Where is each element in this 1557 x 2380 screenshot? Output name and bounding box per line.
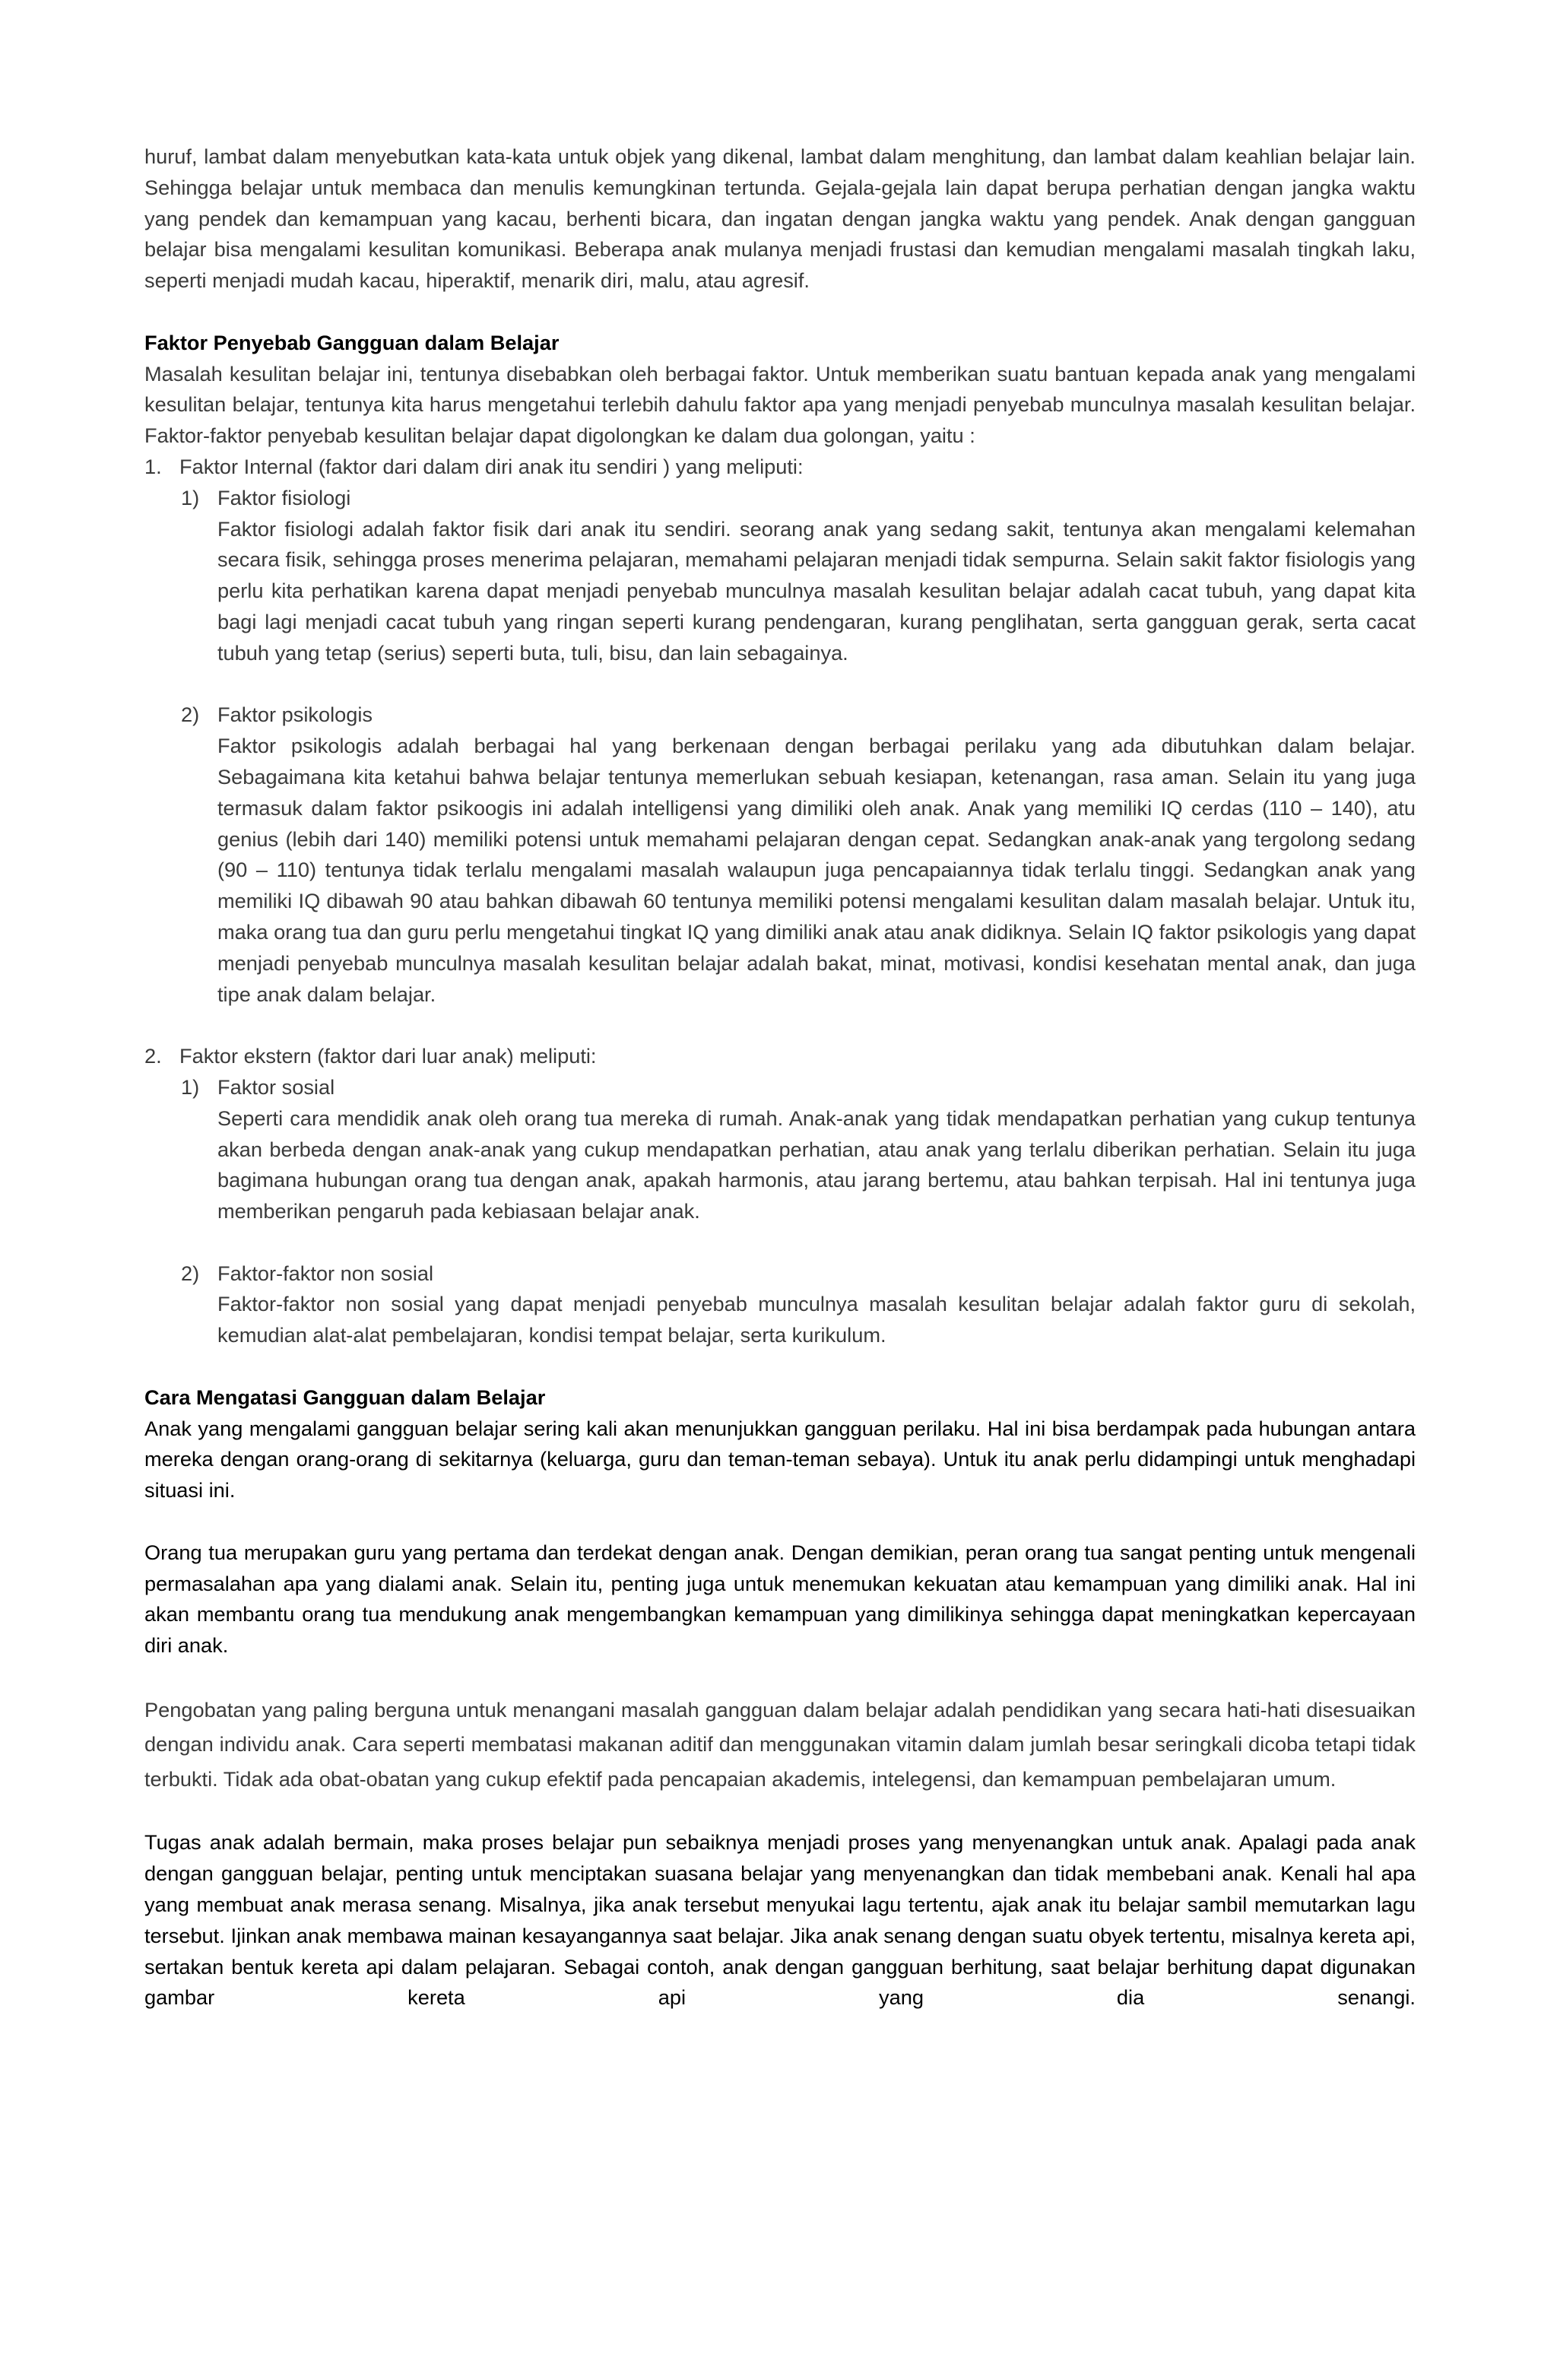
sublist-number: 2) — [181, 703, 200, 727]
section-heading-cara-mengatasi: Cara Mengatasi Gangguan dalam Belajar — [144, 1385, 546, 1409]
section-intro-paragraph: Masalah kesulitan belajar ini, tentunya disebabkan oleh berbagai faktor. Untuk memberikan suatu bantuan kepada anak yang mengalami kesulitan belajar, tentunya kita harus mengetahui terlebih dahulu faktor apa yang menjadi penyebab munculnya masalah kesulitan belajar. Faktor-faktor penyebab kesulitan belajar dapat digolongkan ke dalam dua golongan, yaitu : — [144, 361, 1416, 448]
sublist-label: Faktor-faktor non sosial — [217, 1261, 434, 1285]
sublist-item-non-sosial — [144, 1258, 1416, 1290]
intro-paragraph: huruf, lambat dalam menyebutkan kata-kata untuk objek yang dikenal, lambat dalam menghitung, dan lambat dalam keahlian belajar lain. Sehingga belajar untuk membaca dan menulis kemungkinan tertunda. Gejala-gejala lain dapat berupa perhatian dengan jangka waktu yang pendek dan kemampuan yang kacau, berhenti bicara, dan ingatan dengan jangka waktu yang pendek. Anak dengan gangguan belajar bisa mengalami kesulitan komunikasi. Beberapa anak mulanya menjadi frustasi dan kemudian mengalami masalah tingkah laku, seperti menjadi mudah kacau, hiperaktif, menarik diri, malu, atau agresif. — [144, 144, 1416, 293]
list-label: Faktor ekstern (faktor dari luar anak) meliputi: — [179, 1044, 597, 1068]
sublist-item-sosial — [144, 1072, 1416, 1103]
sublist-number: 1) — [181, 1074, 200, 1099]
list-item-ekstern — [144, 1041, 1416, 1072]
sublist-body-non-sosial: Faktor-faktor non sosial yang dapat menjadi penyebab munculnya masalah kesulitan belajar adalah faktor guru di sekolah, kemudian alat-alat pembelajaran, kondisi tempat belajar, serta kurikulum. — [217, 1292, 1416, 1347]
list-number: 1. — [144, 454, 162, 478]
paragraph-tugas-anak: Tugas anak adalah bermain, maka proses belajar pun sebaiknya menjadi proses yang menyenangkan untuk anak. Apalagi pada anak dengan gangguan belajar, penting untuk menciptakan suasana belajar yang menyenangkan dan tidak membebani anak. Kenali hal apa yang membuat anak merasa senang. Misalnya, jika anak tersebut menyukai lagu tertentu, ajak anak itu belajar sambil memutarkan lagu tersebut. Ijinkan anak membawa mainan kesayangannya saat belajar. Jika anak senang dengan suatu obyek tertentu, misalnya kereta api, sertakan bentuk kereta api dalam pelajaran. Sebagai contoh, anak dengan gangguan berhitung, saat belajar berhitung dapat digunakan gambar kereta api yang dia senangi. — [144, 1830, 1416, 2010]
sublist-label: Faktor psikologis — [217, 703, 373, 727]
sublist-number: 2) — [181, 1261, 200, 1285]
sublist-item-fisiologi — [144, 483, 1416, 514]
list-label: Faktor Internal (faktor dari dalam diri anak itu sendiri ) yang meliputi: — [179, 454, 804, 478]
sublist-number: 1) — [181, 485, 200, 509]
section-heading-faktor-penyebab: Faktor Penyebab Gangguan dalam Belajar — [144, 330, 560, 354]
paragraph-peran-orang-tua: Orang tua merupakan guru yang pertama dan terdekat dengan anak. Dengan demikian, peran orang tua sangat penting untuk mengenali permasalahan apa yang dialami anak. Selain itu, penting juga untuk menemukan kekuatan atau kemampuan yang dimiliki anak. Hal ini akan membantu orang tua mendukung anak mengembangkan kemampuan yang dimilikinya sehingga dapat meningkatkan kepercayaan diri anak. — [144, 1540, 1416, 1658]
paragraph-pengobatan: Pengobatan yang paling berguna untuk menangani masalah gangguan dalam belajar adalah pendidikan yang secara hati-hati disesuaikan dengan individu anak. Cara seperti membatasi makanan aditif dan menggunakan vitamin dalam jumlah besar seringkali dicoba tetapi tidak terbukti. Tidak ada obat-obatan yang cukup efektif pada pencapaian akademis, intelegensi, dan kemampuan pembelajaran umum. — [144, 1697, 1416, 1791]
list-item-internal — [144, 452, 1416, 483]
sublist-label: Faktor fisiologi — [217, 485, 351, 509]
sublist-label: Faktor sosial — [217, 1074, 335, 1099]
sublist-body-fisiologi: Faktor fisiologi adalah faktor fisik dari anak itu sendiri. seorang anak yang sedang sakit, tentunya akan mengalami kelemahan secara fisik, sehingga proses menerima pelajaran, memahami pelajaran menjadi tidak sempurna. Selain sakit faktor fisiologis yang perlu kita perhatikan karena dapat menjadi penyebab munculnya masalah kesulitan belajar adalah cacat tubuh, yang dapat kita bagi lagi menjadi cacat tubuh yang ringan seperti kurang pendengaran, kurang penglihatan, serta gangguan gerak, serta cacat tubuh yang tetap (serius) seperti buta, tuli, bisu, dan lain sebagainya. — [217, 516, 1416, 665]
paragraph-gangguan-perilaku: Anak yang mengalami gangguan belajar sering kali akan menunjukkan gangguan perilaku. Hal ini bisa berdampak pada hubungan antara mereka dengan orang-orang di sekitarnya (keluarga, guru dan teman-teman sebaya). Untuk itu anak perlu didampingi untuk menghadapi situasi ini. — [144, 1416, 1416, 1503]
list-number: 2. — [144, 1044, 162, 1068]
sublist-item-psikologis — [144, 700, 1416, 731]
sublist-body-sosial: Seperti cara mendidik anak oleh orang tua mereka di rumah. Anak-anak yang tidak mendapatkan perhatian yang cukup tentunya akan berbeda dengan anak-anak yang cukup mendapatkan perhatian, atau anak yang terlalu diberikan perhatian. Selain itu juga bagimana hubungan orang tua dengan anak, apakah harmonis, atau jarang bertemu, atau bahkan terpisah. Hal ini tentunya juga memberikan pengaruh pada kebiasaan belajar anak. — [217, 1106, 1416, 1223]
sublist-body-psikologis: Faktor psikologis adalah berbagai hal yang berkenaan dengan berbagai perilaku yang ada dibutuhkan dalam belajar. Sebagaimana kita ketahui bahwa belajar tentunya memerlukan sebuah kesiapan, ketenangan, rasa aman. Selain itu yang juga termasuk dalam faktor psikoogis ini adalah intelligensi yang dimiliki oleh anak. Anak yang memiliki IQ cerdas (110 – 140), atu genius (lebih dari 140) memiliki potensi untuk memahami pelajaran dengan cepat. Sedangkan anak-anak yang tergolong sedang (90 – 110) tentunya tidak terlalu mengalami masalah walaupun juga pencapaiannya tidak terlalu tinggi. Sedangkan anak yang memiliki IQ dibawah 90 atau bahkan dibawah 60 tentunya memiliki potensi mengalami kesulitan dalam masalah belajar. Untuk itu, maka orang tua dan guru perlu mengetahui tingkat IQ yang dimiliki anak atau anak didiknya. Selain IQ faktor psikologis yang dapat menjadi penyebab munculnya masalah kesulitan belajar adalah bakat, minat, motivasi, kondisi kesehatan mental anak, dan juga tipe anak dalam belajar. — [217, 734, 1416, 1006]
